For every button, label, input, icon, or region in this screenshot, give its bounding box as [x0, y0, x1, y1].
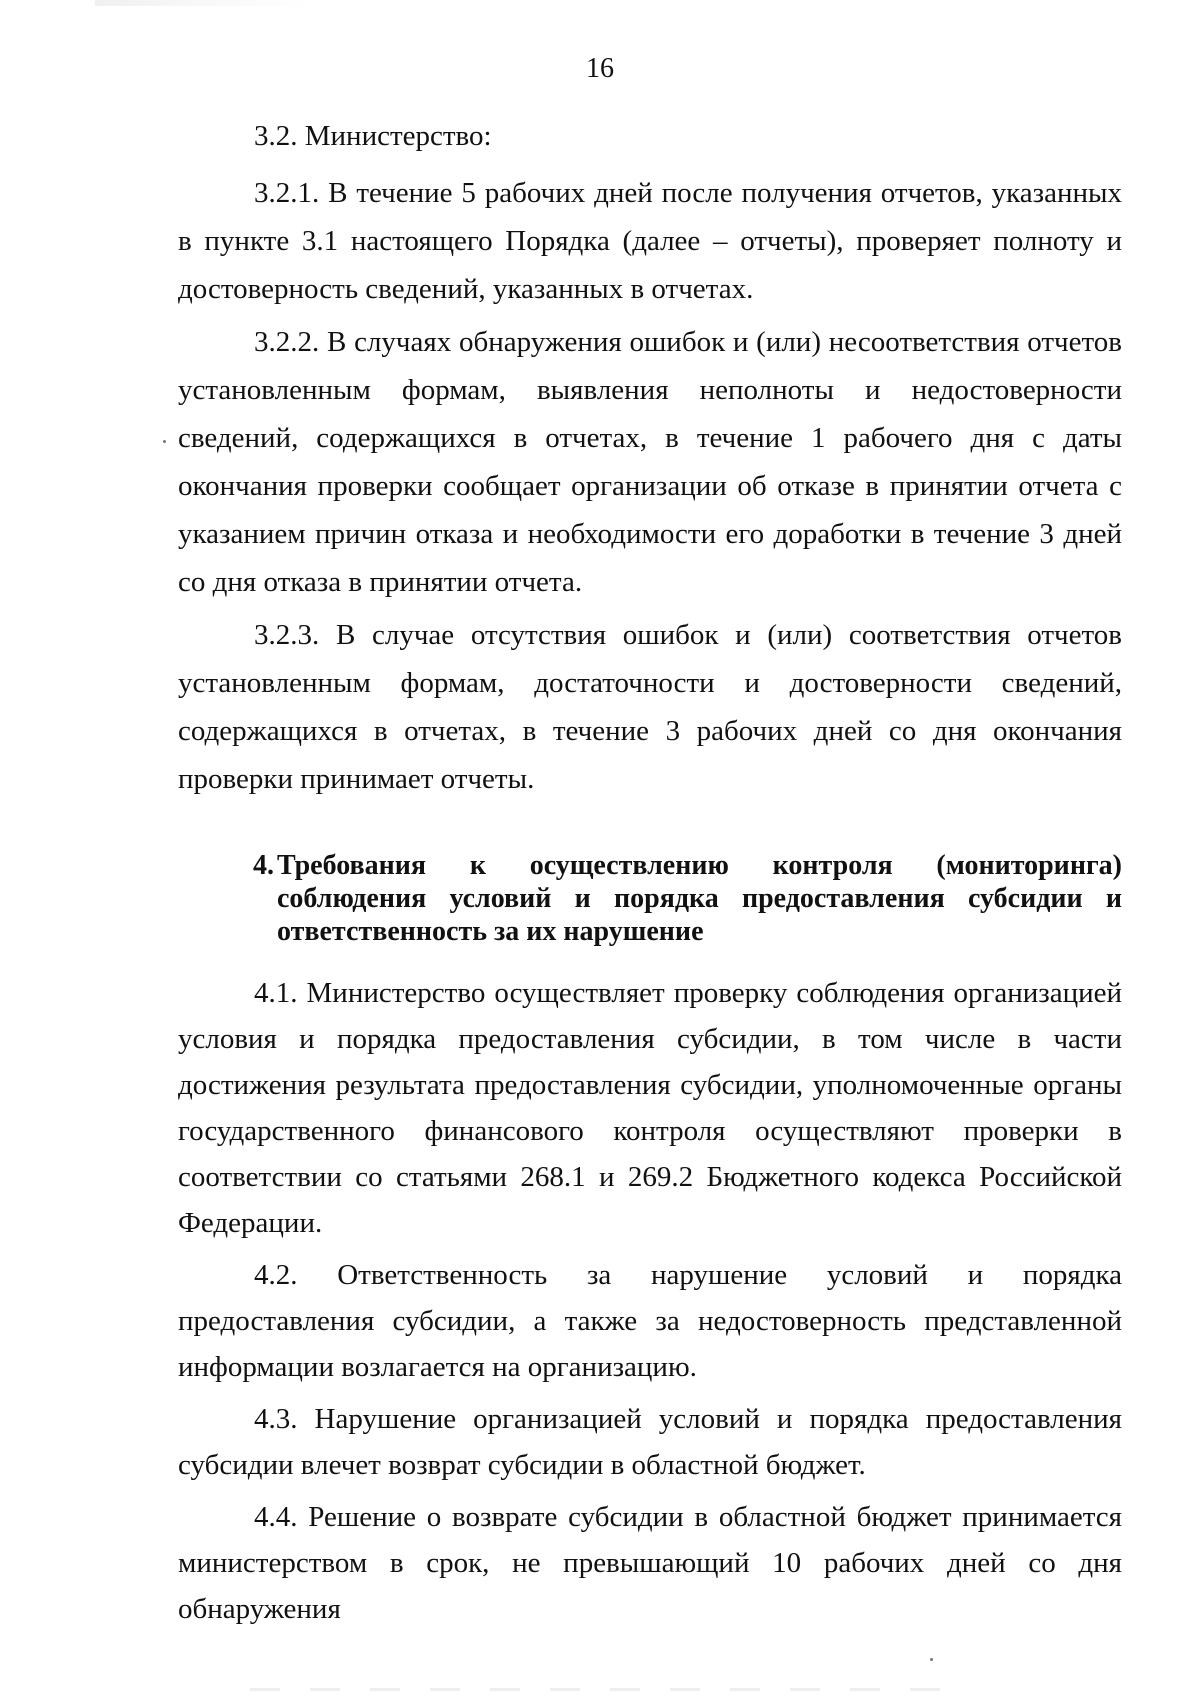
paragraph-4-4: 4.4. Решение о возврате субсидии в областной бюджет принимается министерством в срок, не превышающий 10 рабочих дней со дня обнаружения: [178, 1501, 1122, 1625]
section-4-body: [178, 970, 1122, 1632]
paragraph-3-2-2: 3.2.2. В случаях обнаружения ошибок и (или) несоответствия отчетов установленным формам, выявления неполноты и недостоверности сведений, содержащихся в отчетах, в течение 1 рабочего дня с даты окончания проверки сообщает организации об отказе в принятии отчета с указанием причин отказа и необходимости его доработки в течение 3 дней со дня отказа в принятии отчета.: [178, 326, 1122, 598]
scan-speck: [930, 1658, 933, 1661]
section-4-heading: [178, 849, 1122, 948]
paragraph-4-1: 4.1. Министерство осуществляет проверку соблюдения организацией условия и порядка предоставления субсидии, в том числе в части достижения результата предоставления субсидии, уполномоченные органы государственного финансового контроля осуществляют проверки в соответствии со статьями 268.1 и 269.2 Бюджетного кодекса Российской Федерации.: [178, 977, 1122, 1239]
page-number: 16: [586, 53, 614, 84]
scan-speck: [163, 440, 166, 443]
paragraph-4-3: 4.3. Нарушение организацией условий и порядка предоставления субсидии влечет возврат субсидии в областной бюджет.: [178, 1403, 1122, 1481]
section-4-title: Требования к осуществлению контроля (мониторинга) соблюдения условий и порядка предоставления субсидии и ответственность за их нарушение: [277, 850, 1122, 947]
paragraph-3-2: 3.2. Министерство:: [254, 120, 492, 152]
paragraph-3-2-1: 3.2.1. В течение 5 рабочих дней после получения отчетов, указанных в пункте 3.1 настоящего Порядка (далее – отчеты), проверяет полноту и достоверность сведений, указанных в отчетах.: [178, 177, 1122, 305]
scan-artifact-top: [95, 0, 315, 6]
paragraph-3-2-3: 3.2.3. В случае отсутствия ошибок и (или) соответствия отчетов установленным формам, достаточности и достоверности сведений, содержащихся в отчетах, в течение 3 рабочих дней со дня окончания проверки принимает отчеты.: [178, 619, 1122, 795]
section-4-number: 4.: [253, 850, 274, 881]
document-body: [178, 112, 1122, 1632]
paragraph-4-2: 4.2. Ответственность за нарушение условий и порядка предоставления субсидии, а также за недостоверность представленной информации возлагается на организацию.: [178, 1259, 1122, 1383]
scan-artifact-bottom: [250, 1688, 970, 1691]
